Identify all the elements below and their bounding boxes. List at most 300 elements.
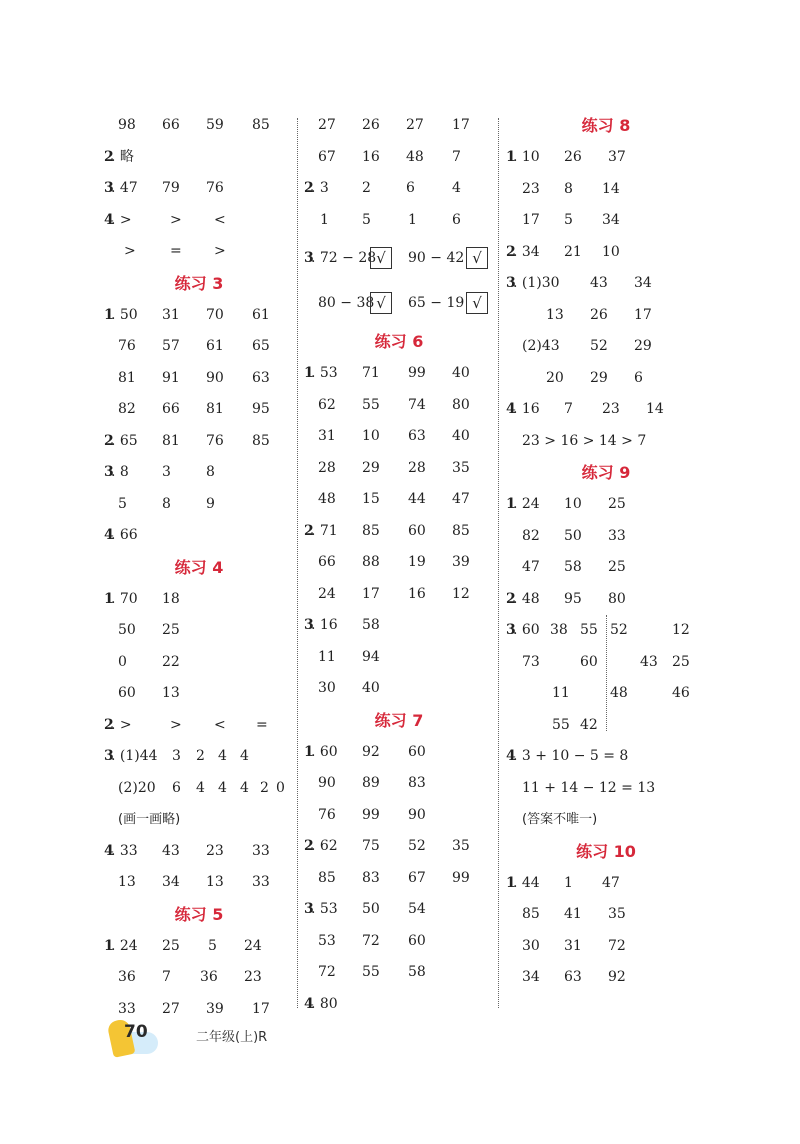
answer-value: . 34: [513, 243, 540, 260]
answer-value: 1: [320, 211, 329, 228]
page-footer: [110, 1016, 350, 1060]
answer-value: 39: [452, 554, 470, 570]
answer-row: [304, 110, 494, 142]
answer-value: 85: [452, 522, 470, 539]
answer-row: [304, 205, 494, 237]
column-divider-right: [498, 118, 499, 1008]
answer-value: 81: [206, 401, 224, 417]
answer-row: [104, 931, 294, 963]
question-number: 4: [506, 748, 516, 764]
exercise-heading: 练习 10: [576, 841, 636, 861]
answer-value: 52: [590, 338, 608, 354]
question-number: 2: [104, 148, 114, 165]
answer-value: 4: [218, 748, 227, 764]
answer-row: [506, 521, 706, 553]
answer-value: 89: [362, 775, 380, 791]
answer-value: 81: [162, 432, 180, 449]
answer-value: 2: [362, 180, 371, 196]
answer-value: 17: [522, 212, 540, 228]
answer-row: [104, 520, 294, 552]
answer-value: 4: [196, 779, 205, 796]
answer-value: 66: [162, 401, 180, 417]
answer-column-3: [506, 110, 706, 994]
answer-value: 90 − 42: [408, 250, 465, 266]
answer-row: [104, 710, 294, 742]
answer-value: 28: [318, 459, 336, 476]
answer-value: 35: [452, 459, 470, 476]
answer-value: 31: [162, 306, 180, 323]
answer-value: 79: [162, 180, 180, 196]
answer-value: 98: [118, 117, 136, 133]
answer-value: =: [256, 716, 268, 733]
answer-value: 47: [452, 491, 470, 507]
answer-value: 83: [408, 775, 426, 791]
answer-value: . 48: [513, 590, 540, 607]
answer-value: . (1)30: [513, 275, 560, 291]
answer-row: [506, 394, 706, 426]
answer-row: [304, 516, 494, 548]
answer-value: 72: [318, 964, 336, 980]
answer-row: [506, 899, 706, 931]
answer-row: [304, 800, 494, 832]
question-number: 3: [304, 250, 314, 266]
answer-value: 34: [162, 874, 180, 890]
answer-row: [506, 647, 604, 679]
answer-value: 25: [672, 653, 690, 670]
inner-divider: [606, 615, 607, 731]
answer-value: 41: [564, 906, 582, 922]
answer-row: [304, 831, 494, 863]
question-number: 1: [506, 874, 516, 891]
exercise-heading: 练习 6: [374, 332, 424, 351]
answer-row: [506, 237, 706, 269]
answer-value: <: [214, 716, 226, 733]
answer-value: 67: [318, 148, 336, 165]
answer-value: 13: [546, 306, 564, 323]
answer-row: [304, 453, 494, 485]
answer-value: 48: [406, 148, 424, 165]
page-number: 70: [124, 1022, 148, 1042]
answer-row: [304, 926, 494, 958]
answer-value: 6: [634, 369, 643, 386]
answer-row: [304, 421, 494, 453]
question-number: 2: [104, 716, 114, 733]
answer-value: 27: [406, 117, 424, 133]
answer-value: 23: [522, 180, 540, 197]
answer-value: 85: [522, 906, 540, 922]
answer-value: 0: [276, 779, 285, 796]
answer-row: [104, 205, 294, 237]
answer-row: [506, 710, 604, 742]
answer-value: 10: [602, 243, 620, 260]
question-number: 1: [104, 590, 114, 607]
answer-value: . 50: [111, 306, 138, 323]
answer-row: [610, 678, 706, 710]
answer-value: 8: [564, 180, 573, 197]
answer-value: 24: [244, 937, 262, 954]
answer-value: 17: [252, 1000, 270, 1017]
question-number: 1: [304, 365, 314, 381]
answer-value: 39: [206, 1000, 224, 1017]
question-number: 4: [304, 995, 314, 1012]
answer-value: 99: [408, 365, 426, 381]
answer-value: 63: [564, 969, 582, 985]
answer-value: 12: [452, 585, 470, 602]
answer-value: 9: [206, 495, 215, 512]
answer-value: 31: [318, 428, 336, 444]
answer-row: [506, 268, 706, 300]
answer-row: [304, 547, 494, 579]
answer-value: (画一画略): [118, 812, 181, 827]
answer-value: . 16: [311, 617, 338, 633]
answer-value: 38: [550, 622, 568, 638]
question-number: 3: [304, 617, 314, 633]
answer-value: 72: [362, 932, 380, 949]
answer-value: 35: [452, 838, 470, 854]
answer-value: 25: [608, 559, 626, 575]
answer-row: [506, 741, 706, 773]
answer-value: 50: [362, 901, 380, 917]
question-number: 1: [304, 743, 314, 760]
question-number: 3: [104, 180, 114, 196]
question-number: 4: [506, 401, 516, 417]
answer-value: 73: [522, 653, 540, 670]
answer-value: 72: [608, 937, 626, 954]
answer-value: 99: [362, 806, 380, 823]
question-number: 2: [506, 590, 516, 607]
answer-value: 4: [240, 748, 249, 764]
answer-value: 22: [162, 653, 180, 670]
answer-value: 90: [318, 775, 336, 791]
answer-value: 34: [522, 969, 540, 985]
answer-value: 43: [162, 842, 180, 859]
answer-value: . 略: [111, 148, 134, 165]
answer-value: 42: [580, 716, 598, 733]
answer-value: 60: [408, 932, 426, 949]
answer-row: [506, 363, 706, 395]
answer-value: 30: [522, 937, 540, 954]
answer-value: . (1)44: [111, 748, 158, 764]
answer-value: 58: [564, 559, 582, 575]
answer-value: 59: [206, 117, 224, 133]
answer-row: [304, 737, 494, 769]
question-number: 4: [104, 211, 114, 228]
answer-value: 1: [408, 211, 417, 228]
answer-value: 47: [522, 559, 540, 575]
answer-row: [506, 489, 706, 521]
answer-value: 26: [564, 149, 582, 165]
answer-value: 66: [318, 554, 336, 570]
answer-value: 58: [362, 617, 380, 633]
answer-value: 26: [590, 306, 608, 323]
answer-value: >: [170, 716, 182, 733]
answer-row: [104, 804, 294, 836]
answer-value: 3: [162, 464, 171, 480]
answer-value: 65 − 19: [408, 295, 465, 311]
answer-value: 55: [362, 396, 380, 413]
answer-value: 3: [172, 748, 181, 764]
answer-value: 34: [634, 275, 652, 291]
answer-value: 44: [408, 491, 426, 507]
answer-value: . 72 − 28: [311, 250, 377, 266]
question-number: 1: [104, 937, 114, 954]
answer-value: 23: [602, 401, 620, 417]
answer-row: [104, 962, 294, 994]
split-answer-block: [506, 615, 706, 741]
answer-value: 5: [362, 211, 371, 228]
answer-row: [104, 457, 294, 489]
answer-value: 82: [118, 401, 136, 417]
answer-value: 40: [452, 428, 470, 444]
answer-value: 67: [408, 869, 426, 886]
answer-value: 23 > 16 > 14 > 7: [522, 432, 647, 449]
question-number: 1: [104, 306, 114, 323]
answer-value: 7: [162, 969, 171, 985]
answer-row: [304, 579, 494, 611]
answer-row: [506, 142, 706, 174]
answer-row: [506, 331, 706, 363]
answer-value: 99: [452, 869, 470, 886]
answer-value: 33: [608, 527, 626, 544]
answer-value: . 53: [311, 365, 338, 381]
answer-value: 71: [362, 365, 380, 381]
answer-value: 21: [564, 243, 582, 260]
answer-value: . 3: [311, 180, 329, 196]
answer-value: 92: [608, 969, 626, 985]
answer-row: [104, 647, 294, 679]
answer-row: [104, 615, 294, 647]
answer-value: 70: [206, 306, 224, 323]
grade-label: 二年级(上)R: [196, 1030, 268, 1045]
answer-value: 27: [162, 1000, 180, 1017]
question-number: 1: [506, 496, 516, 512]
answer-value: 66: [162, 117, 180, 133]
check-mark-box: √: [466, 292, 488, 314]
answer-value: 76: [206, 432, 224, 449]
answer-value: 34: [602, 212, 620, 228]
answer-value: 90: [206, 369, 224, 386]
answer-value: 14: [602, 180, 620, 197]
answer-value: 0: [118, 653, 127, 670]
answer-value: 26: [362, 117, 380, 133]
question-number: 2: [104, 432, 114, 449]
answer-value: . 53: [311, 901, 338, 917]
answer-value: 6: [452, 211, 461, 228]
answer-value: 2: [260, 779, 269, 796]
answer-value: . 60: [513, 622, 540, 638]
answer-row: [104, 363, 294, 395]
answer-value: 85: [318, 869, 336, 886]
answer-value: (2)43: [522, 338, 560, 354]
answer-value: . 8: [111, 464, 129, 480]
answer-value: 80: [452, 396, 470, 413]
question-number: 2: [304, 838, 314, 854]
answer-value: 10: [564, 496, 582, 512]
answer-value: 17: [634, 306, 652, 323]
question-number: 3: [304, 901, 314, 917]
answer-value: 65: [252, 338, 270, 354]
question-number: 2: [506, 243, 516, 260]
answer-value: . 80: [311, 995, 338, 1012]
answer-value: 11 + 14 − 12 = 13: [522, 779, 656, 796]
answer-row: [610, 710, 706, 742]
answer-value: . 44: [513, 874, 540, 891]
question-number: 4: [104, 842, 114, 859]
answer-value: 12: [672, 622, 690, 638]
split-left: [506, 615, 604, 741]
answer-value: 47: [602, 874, 620, 891]
answer-value: . 66: [111, 527, 138, 543]
answer-value: 4: [218, 779, 227, 796]
answer-value: 60: [408, 522, 426, 539]
answer-value: 5: [208, 937, 217, 954]
answer-value: 85: [252, 432, 270, 449]
answer-value: 76: [318, 806, 336, 823]
answer-row: [304, 142, 494, 174]
answer-row: [104, 584, 294, 616]
answer-value: >: [170, 211, 182, 228]
answer-value: 50: [118, 622, 136, 638]
answer-value: 29: [634, 338, 652, 354]
answer-row: [304, 390, 494, 422]
answer-value: >: [124, 243, 136, 259]
answer-value: . 60: [311, 743, 338, 760]
answer-row: [104, 426, 294, 458]
answer-value: 13: [206, 874, 224, 890]
answer-value: 52: [610, 622, 628, 638]
answer-value: (2)20: [118, 779, 156, 796]
answer-value: 10: [362, 428, 380, 444]
answer-row: [304, 642, 494, 674]
answer-row: [506, 584, 706, 616]
answer-value: 61: [252, 306, 270, 323]
answer-row: [104, 489, 294, 521]
answer-value: 60: [580, 653, 598, 670]
answer-value: . >: [111, 716, 132, 733]
answer-value: 82: [522, 527, 540, 544]
answer-row: [304, 236, 494, 281]
answer-row: [506, 300, 706, 332]
answer-value: 94: [362, 648, 380, 665]
answer-value: 27: [318, 117, 336, 133]
answer-row: [104, 331, 294, 363]
answer-row: [506, 773, 706, 805]
question-number: 3: [104, 464, 114, 480]
answer-value: 29: [362, 459, 380, 476]
answer-value: 55: [362, 964, 380, 980]
answer-value: 83: [362, 869, 380, 886]
answer-value: 4: [240, 779, 249, 796]
answer-value: 16: [408, 585, 426, 602]
answer-value: 28: [408, 459, 426, 476]
answer-row: [506, 552, 706, 584]
answer-value: 25: [162, 937, 180, 954]
answer-row: [104, 300, 294, 332]
answer-value: 76: [206, 180, 224, 196]
answer-row: [506, 931, 706, 963]
exercise-heading: 练习 3: [174, 273, 224, 293]
answer-value: . 71: [311, 522, 338, 539]
answer-value: . 3 + 10 − 5 = 8: [513, 748, 629, 764]
answer-value: 18: [162, 590, 180, 607]
answer-value: 16: [362, 148, 380, 165]
answer-row: [104, 678, 294, 710]
answer-row: [104, 773, 294, 805]
answer-row: [104, 142, 294, 174]
question-number: 3: [506, 275, 516, 291]
answer-value: 62: [318, 396, 336, 413]
answer-row: [104, 836, 294, 868]
answer-row: [304, 768, 494, 800]
answer-value: 33: [252, 842, 270, 859]
question-number: 1: [506, 149, 516, 165]
answer-row: [610, 647, 706, 679]
answer-column-1: [104, 110, 294, 1025]
answer-value: 5: [118, 495, 127, 512]
answer-value: . 65: [111, 432, 138, 449]
answer-value: 11: [318, 648, 336, 665]
answer-value: 33: [118, 1000, 136, 1017]
exercise-heading: 练习 7: [374, 710, 424, 730]
answer-value: 15: [362, 491, 380, 507]
answer-row: [304, 610, 494, 642]
answer-value: 91: [162, 369, 180, 386]
answer-row: [104, 173, 294, 205]
answer-row: [104, 236, 294, 268]
answer-value: 48: [610, 685, 628, 701]
answer-value: 40: [362, 680, 380, 696]
answer-value: 8: [206, 464, 215, 480]
answer-value: . 33: [111, 842, 138, 859]
exercise-heading: 练习 9: [581, 463, 631, 482]
answer-row: [506, 804, 706, 836]
split-right: [610, 615, 706, 741]
question-number: 3: [506, 622, 516, 638]
answer-value: 46: [672, 685, 690, 701]
answer-value: <: [214, 211, 226, 228]
answer-value: . 10: [513, 149, 540, 165]
answer-row: [506, 174, 706, 206]
answer-value: 81: [118, 369, 136, 386]
answer-value: 17: [362, 585, 380, 602]
answer-row: [304, 894, 494, 926]
answer-value: 13: [162, 685, 180, 701]
answer-value: 30: [318, 680, 336, 696]
answer-value: 61: [206, 338, 224, 354]
answer-value: 14: [646, 401, 664, 417]
answer-value: 85: [362, 522, 380, 539]
answer-row: [304, 358, 494, 390]
answer-value: 52: [408, 838, 426, 854]
answer-row: [304, 484, 494, 516]
answer-row: [304, 281, 494, 326]
answer-value: =: [170, 243, 182, 259]
answer-value: . 16: [513, 401, 540, 417]
answer-value: 6: [172, 779, 181, 796]
answer-row: [304, 173, 494, 205]
answer-row: [104, 394, 294, 426]
answer-value: 33: [252, 874, 270, 890]
answer-row: [506, 868, 706, 900]
question-number: 2: [304, 522, 314, 539]
answer-value: 85: [252, 117, 270, 133]
answer-value: 25: [608, 496, 626, 512]
answer-value: 80: [608, 590, 626, 607]
answer-value: 76: [118, 338, 136, 354]
answer-row: [506, 426, 706, 458]
answer-row: [304, 673, 494, 705]
answer-value: 90: [408, 806, 426, 823]
